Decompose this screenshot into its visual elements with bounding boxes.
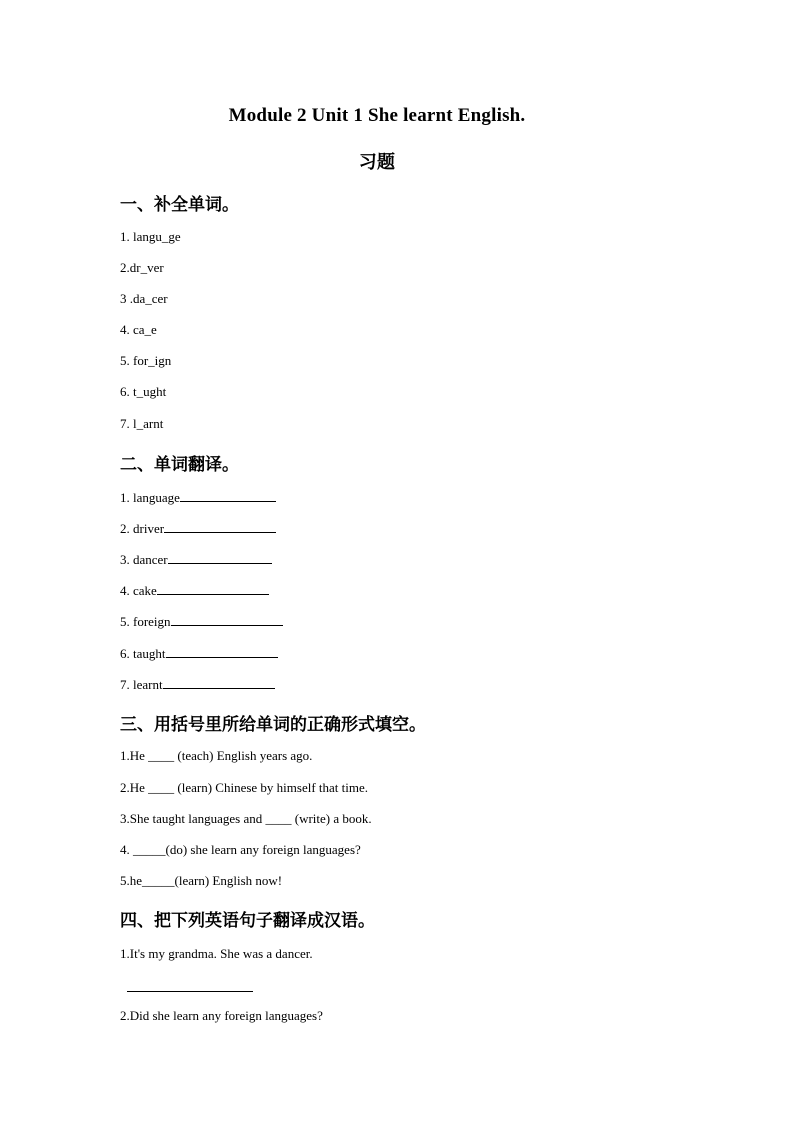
s3-item-3: 3.She taught languages and ____ (write) a book. bbox=[120, 811, 372, 826]
s2-item-4 bbox=[120, 582, 269, 599]
answer-blank[interactable] bbox=[157, 582, 269, 595]
s2-item-2-text: 2. driver bbox=[120, 521, 165, 536]
s2-item-1-text: 1. language bbox=[120, 490, 180, 505]
answer-blank[interactable] bbox=[180, 489, 276, 502]
section-1-heading: 一、补全单词。 bbox=[120, 195, 239, 215]
answer-blank[interactable] bbox=[163, 676, 275, 689]
s4-item-1: 1.It's my grandma. She was a dancer. bbox=[120, 946, 313, 961]
s1-item-6: 6. t_ught bbox=[120, 384, 167, 399]
answer-blank[interactable] bbox=[168, 551, 272, 564]
s1-item-4: 4. ca_e bbox=[120, 322, 157, 337]
section-2-heading: 二、单词翻译。 bbox=[120, 455, 239, 475]
s2-item-1 bbox=[120, 489, 276, 506]
s2-item-7-text: 7. learnt bbox=[120, 677, 163, 692]
s2-item-2 bbox=[120, 520, 276, 537]
s3-item-1: 1.He ____ (teach) English years ago. bbox=[120, 748, 313, 763]
s2-item-3 bbox=[120, 551, 272, 568]
section-4-heading: 四、把下列英语句子翻译成汉语。 bbox=[120, 911, 375, 931]
translation-answer-line[interactable] bbox=[127, 990, 253, 992]
s3-item-4: 4. _____(do) she learn any foreign languages? bbox=[120, 842, 361, 857]
s2-item-5-text: 5. foreign bbox=[120, 614, 171, 629]
s2-item-3-text: 3. dancer bbox=[120, 552, 168, 567]
page-subtitle: 习题 bbox=[358, 152, 396, 173]
s2-item-7 bbox=[120, 676, 275, 693]
s2-item-6-text: 6. taught bbox=[120, 646, 166, 661]
s4-item-2: 2.Did she learn any foreign languages? bbox=[120, 1008, 323, 1023]
s3-item-5: 5.he_____(learn) English now! bbox=[120, 873, 283, 888]
s2-item-5 bbox=[120, 613, 283, 630]
answer-blank[interactable] bbox=[164, 520, 276, 533]
s1-item-1: 1. langu_ge bbox=[120, 229, 181, 244]
section-3-heading: 三、用括号里所给单词的正确形式填空。 bbox=[120, 715, 426, 735]
s1-item-7: 7. l_arnt bbox=[120, 416, 164, 431]
s2-item-4-text: 4. cake bbox=[120, 583, 157, 598]
page-title: Module 2 Unit 1 She learnt English. bbox=[228, 105, 526, 126]
s3-item-2: 2.He ____ (learn) Chinese by himself that time. bbox=[120, 780, 369, 795]
answer-blank[interactable] bbox=[171, 613, 283, 626]
s1-item-2: 2.dr_ver bbox=[120, 260, 164, 275]
s1-item-3: 3 .da_cer bbox=[120, 291, 168, 306]
s1-item-5: 5. for_ign bbox=[120, 353, 172, 368]
answer-blank[interactable] bbox=[166, 645, 278, 658]
s2-item-6 bbox=[120, 645, 278, 662]
